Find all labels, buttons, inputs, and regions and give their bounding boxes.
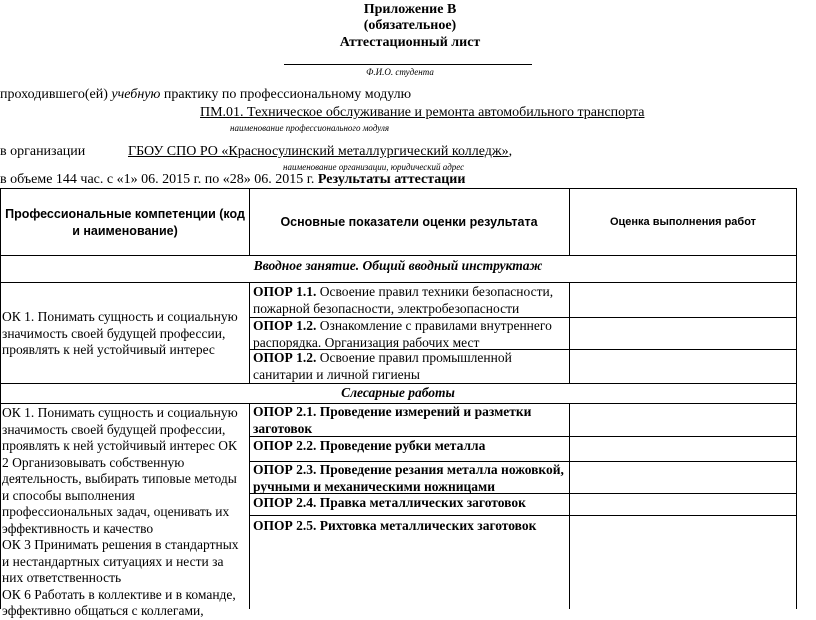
document-title: Аттестационный лист [339,35,481,50]
table-row-divider [0,255,796,256]
indicator-row: ОПОР 2.3. Проведение резания металла ножовкой, ручными и механическими ножницами [253,462,564,494]
indicator-row [253,284,567,317]
header-competencies: Профессиональные компетенции (код и наименование) [5,207,245,238]
org-name: ГБОУ СПО РО «Красносулинский металлургический колледж» [128,144,509,159]
header-indicators: Основные показатели оценки результата [280,215,538,229]
indicator-row: ОПОР 2.2. Проведение рубки металла [253,438,486,453]
results-heading: Результаты аттестации [317,172,466,187]
table-col-divider [569,188,570,255]
indicator-code: ОПОР 1.1. [253,284,317,299]
indicator-row: ОПОР 2.1. Проведение измерений и разметки заготовок [253,404,532,436]
competence-text: ОК 1. Понимать сущность и социальную значимость своей будущей профессии, проявлять к ней устойчивый интерес ОК 2 Организовывать собственную деятельность, выбирать типовые методы и способы выполнения профессиональных задач, оценивать их эффективность и качество ОК 3 Принимать решения в стандартных и нестандартных ситуациях и нести за них ответственность ОК 6 Работать в коллективе и в команде, эффективно общаться с коллегами, [2,405,239,618]
indicator-code: ОПОР 1.2. [253,318,317,333]
table-row-divider [249,515,796,516]
org-label: в организации [0,144,86,159]
indicator-row: ОПОР 2.4. Правка металлических заготовок [253,495,526,510]
module-name: ПМ.01. Техническое обслуживание и ремонта автомобильного транспорта [200,105,645,120]
org-line [128,144,512,160]
table-col-divider [249,188,250,255]
indicator-text: Освоение правил промышленной санитарии и личной гигиены [253,350,512,382]
table-row-divider [0,282,796,283]
indicator-code: ОПОР 1.2. [253,350,317,365]
intro-prefix: проходившего(ей) [0,87,108,102]
indicator-row: ОПОР 2.5. Рихтовка металлических заготовок [253,518,537,533]
section-title: Слесарные работы [341,385,455,400]
volume-text: в объеме 144 час. с «1» 06. 2015 г. по «28» 06. 2015 г. [0,172,315,187]
table-border-left [0,188,1,609]
intro-suffix: практику по профессиональному модулю [163,87,412,102]
table-border-top [0,188,796,189]
module-caption: наименование профессионального модуля [230,123,390,133]
intro-line [0,87,411,103]
table-col-divider [569,282,570,383]
appendix-label: Приложение В [363,2,457,17]
table-border-right [796,188,797,609]
indicator-row [253,350,567,383]
competence-text: ОК 1. Понимать сущность и социальную значимость своей будущей профессии, проявлять к ней устойчивый интерес [2,309,238,357]
student-caption: Ф.И.О. студента [366,67,434,77]
table-col-divider [249,403,250,609]
table-col-divider [569,403,570,609]
indicator-row [253,318,567,351]
org-comma: , [508,144,513,159]
org-caption: наименование организации, юридический адрес [283,162,465,172]
section-title: Вводное занятие. Общий вводный инструктаж [253,258,543,273]
mandatory-label: (обязательное) [363,18,457,33]
table-col-divider [249,282,250,383]
volume-line [0,172,465,188]
table-row-divider [0,383,796,384]
intro-practice-type: учебную [111,87,161,102]
indicator-text: Освоение правил техники безопасности, пожарной безопасности, электробезопасности [253,284,554,316]
header-evaluation: Оценка выполнения работ [609,216,757,228]
indicator-text: Ознакомление с правилами внутреннего распорядка. Организация рабочих мест [253,318,552,350]
student-name-line [284,64,532,65]
